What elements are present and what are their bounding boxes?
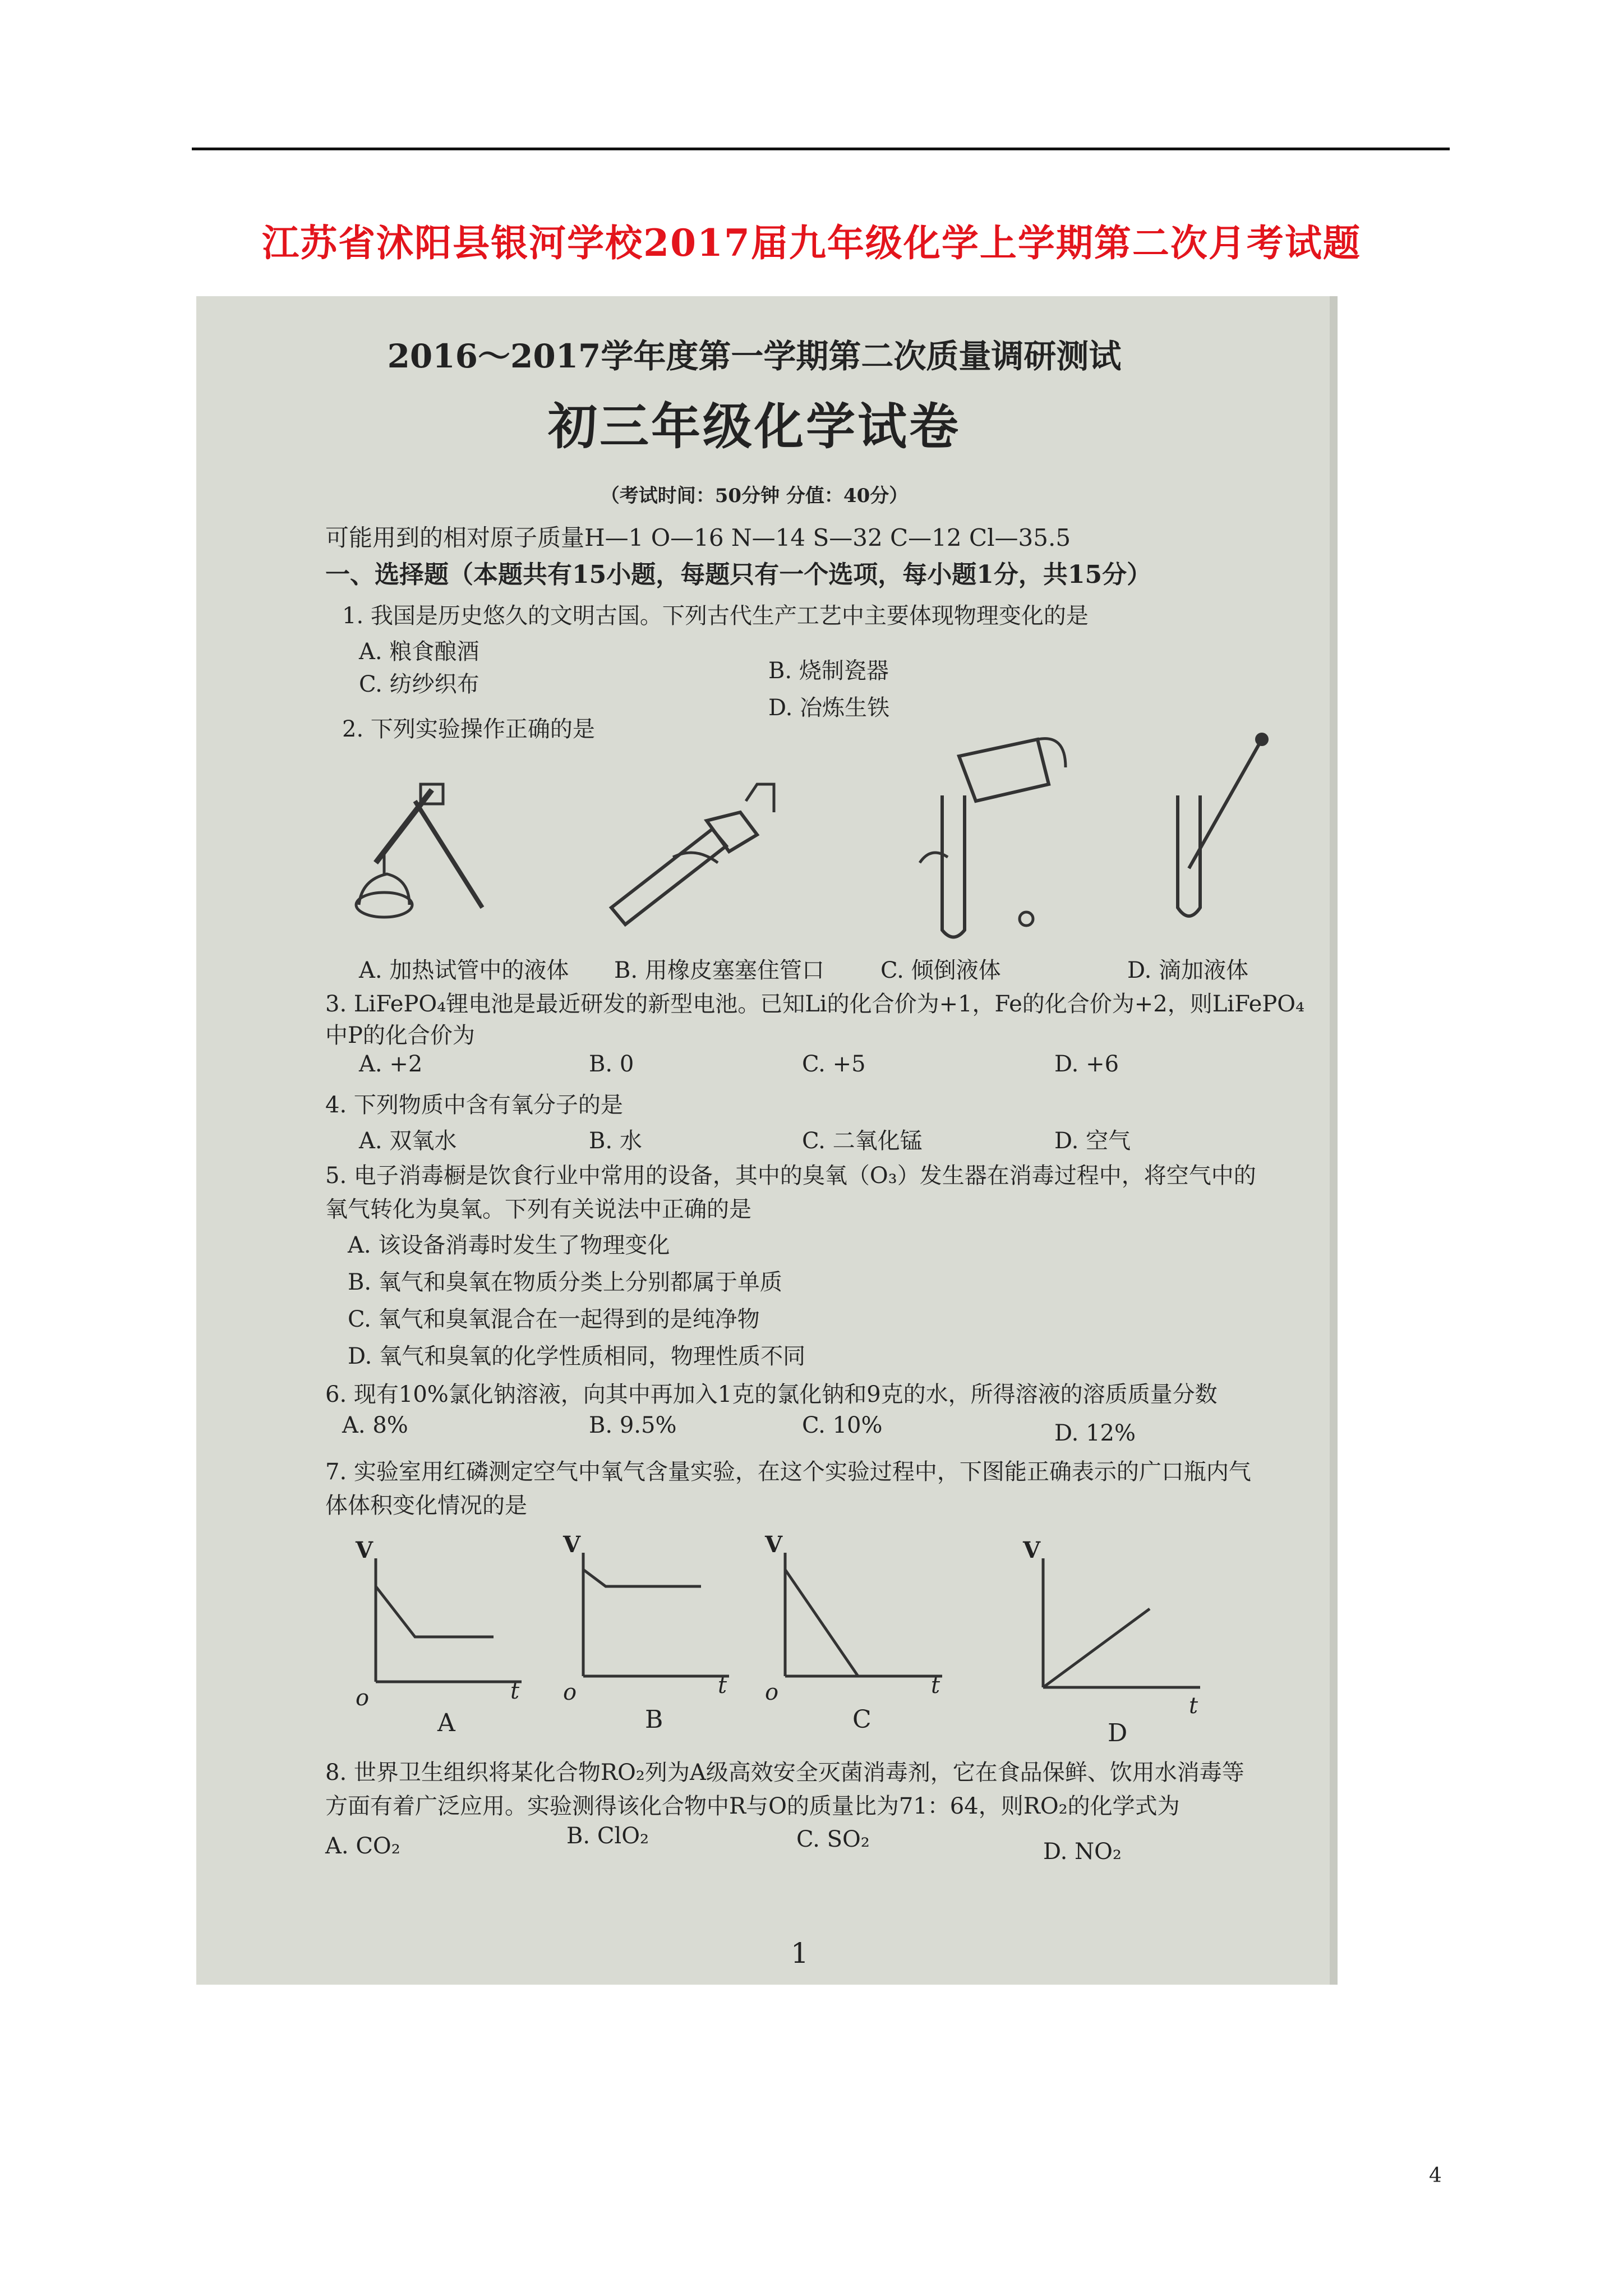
graph-b-axis-v: V (563, 1531, 581, 1558)
section-title: 一、选择题（本题共有15小题，每题只有一个选项，每小题1分，共15分） (325, 560, 1152, 589)
q5-stem-line2: 氧气转化为臭氧。下列有关说法中正确的是 (325, 1197, 751, 1222)
q5-stem-line1: 5. 电子消毒橱是饮食行业中常用的设备，其中的臭氧（O₃）发生器在消毒过程中，将空气中的 (325, 1163, 1256, 1189)
q5-option-d: D. 氧气和臭氧的化学性质相同，物理性质不同 (348, 1343, 806, 1369)
q6-stem: 6. 现有10%氯化钠溶液，向其中再加入1克的氯化钠和9克的水，所得溶液的溶质质量分数 (325, 1382, 1218, 1407)
q1-option-a: A. 粮食酿酒 (359, 639, 479, 665)
q5-option-b: B. 氧气和臭氧在物质分类上分别都属于单质 (348, 1269, 782, 1295)
document-title: 江苏省沭阳县银河学校2017届九年级化学上学期第二次月考试题 (262, 221, 1361, 265)
q1-option-d: D. 冶炼生铁 (768, 695, 890, 721)
q3-stem-line1: 3. LiFePO₄锂电池是最近研发的新型电池。已知Li的化合价为+1，Fe的化合价为+2，则LiFePO₄ (325, 991, 1305, 1017)
q6-option-a: A. 8% (342, 1412, 408, 1438)
q8-option-c: C. SO₂ (796, 1826, 870, 1852)
q6-option-c: C. 10% (802, 1412, 883, 1438)
q4-option-c: C. 二氧化锰 (802, 1128, 923, 1154)
exam-title: 初三年级化学试卷 (547, 397, 961, 455)
graph-d-axis-t: t (1189, 1693, 1198, 1719)
q5-option-c: C. 氧气和臭氧混合在一起得到的是纯净物 (348, 1306, 760, 1332)
page-number: 4 (1429, 2164, 1442, 2187)
graph-b-axis-t: t (718, 1673, 727, 1699)
q4-stem: 4. 下列物质中含有氧分子的是 (325, 1092, 623, 1118)
graph-a-axis-t: t (510, 1678, 520, 1704)
q1-stem: 1. 我国是历史悠久的文明古国。下列古代生产工艺中主要体现物理变化的是 (342, 603, 1089, 629)
q2-option-a: A. 加热试管中的液体 (359, 958, 569, 983)
q7-stem-line1: 7. 实验室用红磷测定空气中氧气含量实验，在这个实验过程中，下图能正确表示的广口瓶内气 (325, 1459, 1251, 1485)
q8-option-a: A. CO₂ (325, 1833, 400, 1859)
q7-stem-line2: 体体积变化情况的是 (325, 1493, 527, 1519)
q6-option-d: D. 12% (1054, 1420, 1136, 1446)
q8-stem-line1: 8. 世界卫生组织将某化合物RO₂列为A级高效安全灭菌消毒剂，它在食品保鲜、饮用水消毒等 (325, 1760, 1244, 1786)
q8-option-d: D. NO₂ (1043, 1839, 1122, 1865)
rubber-stopper-figure (589, 779, 791, 936)
q1-option-b: B. 烧制瓷器 (768, 658, 889, 684)
photo-edge (1330, 296, 1338, 1985)
q2-option-b: B. 用橡皮塞塞住管口 (614, 958, 824, 983)
q2-option-c: C. 倾倒液体 (880, 958, 1001, 983)
q4-option-b: B. 水 (589, 1128, 642, 1154)
graph-c-origin: o (765, 1680, 779, 1705)
q3-stem-line2: 中P的化合价为 (325, 1023, 475, 1048)
graph-c (765, 1531, 948, 1705)
q3-option-b: B. 0 (589, 1051, 634, 1077)
graph-b-origin: o (563, 1680, 577, 1705)
exam-info: （考试时间：50分钟 分值：40分） (600, 485, 909, 507)
graph-c-axis-v: V (765, 1531, 783, 1558)
graph-d-label: D (1108, 1719, 1128, 1747)
graph-d (1023, 1537, 1206, 1719)
q8-option-b: B. ClO₂ (566, 1823, 649, 1849)
graph-a-label: A (437, 1709, 455, 1737)
q4-option-a: A. 双氧水 (359, 1128, 457, 1154)
q2-stem: 2. 下列实验操作正确的是 (342, 716, 595, 742)
atomic-masses: 可能用到的相对原子质量H—1 O—16 N—14 S—32 C—12 Cl—35.5 (325, 524, 1071, 551)
photo-page-mark: 1 (791, 1937, 809, 1970)
dropping-liquid-figure (1150, 728, 1284, 941)
header-rule (192, 148, 1450, 150)
q8-stem-line2: 方面有着广泛应用。实验测得该化合物中R与O的质量比为71：64，则RO₂的化学式为 (325, 1793, 1180, 1819)
q5-option-a: A. 该设备消毒时发生了物理变化 (348, 1232, 670, 1258)
graph-a-origin: o (356, 1685, 370, 1711)
graph-a-axis-v: V (356, 1537, 374, 1563)
heating-test-tube-figure (342, 767, 510, 936)
graph-c-label: C (852, 1705, 872, 1734)
graph-a (356, 1537, 527, 1711)
q1-option-c: C. 纺纱织布 (359, 671, 479, 697)
q3-option-d: D. +6 (1054, 1051, 1119, 1077)
q3-option-a: A. +2 (359, 1051, 423, 1077)
exam-photo (196, 296, 1338, 1985)
q4-option-d: D. 空气 (1054, 1128, 1131, 1154)
q3-option-c: C. +5 (802, 1051, 866, 1077)
graph-d-axis-v: V (1023, 1537, 1041, 1563)
q2-option-d: D. 滴加液体 (1127, 958, 1249, 983)
exam-header: 2016～2017学年度第一学期第二次质量调研测试 (387, 337, 1122, 375)
q6-option-b: B. 9.5% (589, 1412, 677, 1438)
graph-c-axis-t: t (931, 1673, 940, 1699)
graph-b (563, 1531, 735, 1705)
graph-b-label: B (645, 1705, 663, 1734)
pouring-liquid-figure (897, 723, 1077, 947)
